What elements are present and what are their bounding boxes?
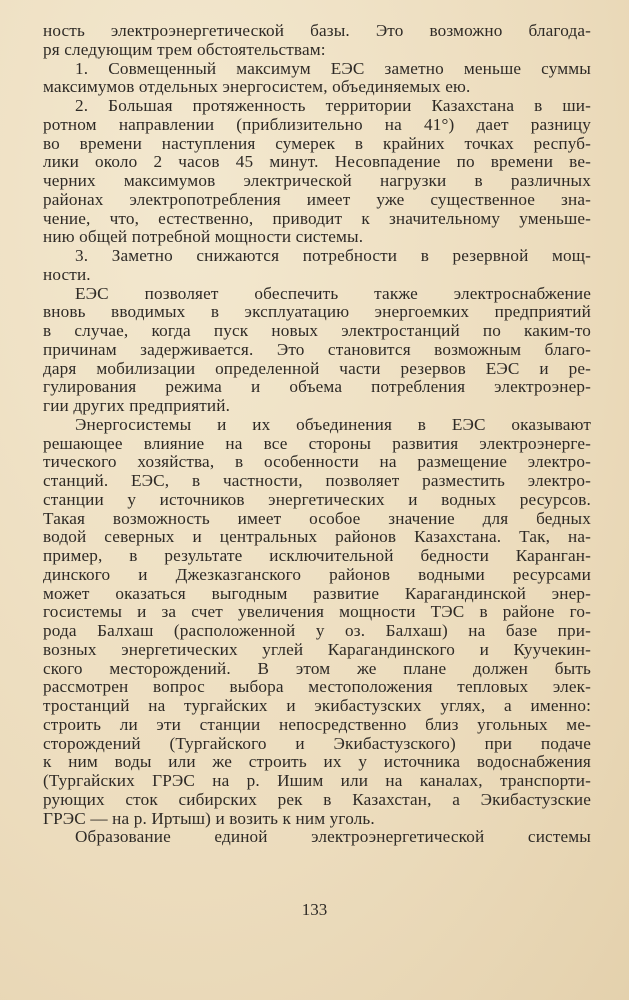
- text-line: госистемы и за счет увеличения мощности ТЭС в районе го-: [43, 603, 591, 622]
- text-line: чение, что, естественно, приводит к значительному уменьше-: [43, 209, 591, 228]
- text-line: гулирования режима и объема потребления электроэнер-: [43, 378, 591, 397]
- text-line: (Тургайских ГРЭС на р. Ишим или на каналах, транспорти-: [43, 772, 591, 790]
- text-line: тического хозяйства, в особенности на размещение электро-: [43, 453, 591, 472]
- page-number: 133: [301, 900, 328, 919]
- text-line: строить ли эти станции непосредственно близ угольных ме-: [43, 715, 591, 734]
- text-line: 2. Большая протяженность территории Казахстана в ши-: [75, 97, 591, 115]
- text-line: лики около 2 часов 45 минут. Несовпадение по времени ве-: [43, 153, 591, 172]
- text-line: пример, в результате исключительной бедности Каранган-: [43, 547, 591, 565]
- text-line: причинам задерживается. Это становится возможным благо-: [43, 340, 591, 359]
- text-line: ГРЭС — на р. Иртыш) и возить к ним уголь.: [43, 809, 375, 828]
- text-line: гии других предприятий.: [43, 397, 231, 415]
- text-line: ность электроэнергетической базы. Это возможно благода-: [43, 22, 591, 40]
- text-line: к ним воды или же строить их у источника водоснабжения: [43, 753, 591, 772]
- text-line: станции у источников энергетических и водных ресурсов.: [43, 490, 591, 509]
- text-line: ря следующим трем обстоятельствам:: [43, 40, 326, 59]
- text-line: 1. Совмещенный максимум ЕЭС заметно меньше суммы: [75, 59, 591, 78]
- text-line: черних максимумов электрической нагрузки в различных: [43, 172, 591, 190]
- text-line: вновь вводимых в эксплуатацию энергоемких предприятий: [43, 303, 591, 322]
- text-line: районах электропотребления имеет уже существенное зна-: [43, 190, 591, 209]
- text-line: станций. ЕЭС, в частности, позволяет разместить электро-: [43, 472, 591, 490]
- text-line: тростанций на тургайских и экибастузских углях, а именно:: [43, 697, 591, 715]
- text-line: ского месторождений. В этом же плане должен быть: [43, 659, 591, 678]
- text-line: в случае, когда пуск новых электростанций по каким-то: [43, 322, 591, 340]
- text-line: даря мобилизации определенной части резервов ЕЭС и ре-: [43, 359, 591, 378]
- text-line: ности.: [43, 265, 91, 284]
- text-line: Энергосистемы и их объединения в ЕЭС оказывают: [75, 415, 591, 434]
- text-line: нию общей потребной мощности системы.: [43, 228, 364, 247]
- text-line: ЕЭС позволяет обеспечить также электроснабжение: [75, 284, 591, 303]
- text-line: возных энергетических углей Карагандинского и Куучекин-: [43, 640, 591, 659]
- text-line: Образование единой электроэнергетической системы: [75, 828, 591, 847]
- text-line: максимумов отдельных энергосистем, объединяемых ею.: [43, 78, 471, 97]
- text-line: во времени наступления сумерек в крайних точках респуб-: [43, 134, 591, 153]
- text-line: ротном направлении (приблизительно на 41°) дает разницу: [43, 115, 591, 134]
- text-line: 3. Заметно снижаются потребности в резервной мощ-: [75, 247, 591, 265]
- text-line: Такая возможность имеет особое значение для бедных: [43, 509, 591, 528]
- body-text: [43, 22, 591, 847]
- text-line: может оказаться выгодным развитие Карагандинской энер-: [43, 584, 591, 603]
- text-line: динского и Джезказганского районов водными ресурсами: [43, 565, 591, 584]
- text-line: сторождений (Тургайского и Экибастузского) при подаче: [43, 734, 591, 753]
- text-line: рассмотрен вопрос выбора местоположения тепловых элек-: [43, 678, 591, 697]
- text-line: рующих сток сибирских рек в Казахстан, а Экибастузские: [43, 790, 591, 809]
- text-line: рода Балхаш (расположенной у оз. Балхаш) на базе при-: [43, 622, 591, 640]
- text-line: решающее влияние на все стороны развития электроэнерге-: [43, 434, 591, 453]
- text-line: водой северных и центральных районов Казахстана. Так, на-: [43, 528, 591, 547]
